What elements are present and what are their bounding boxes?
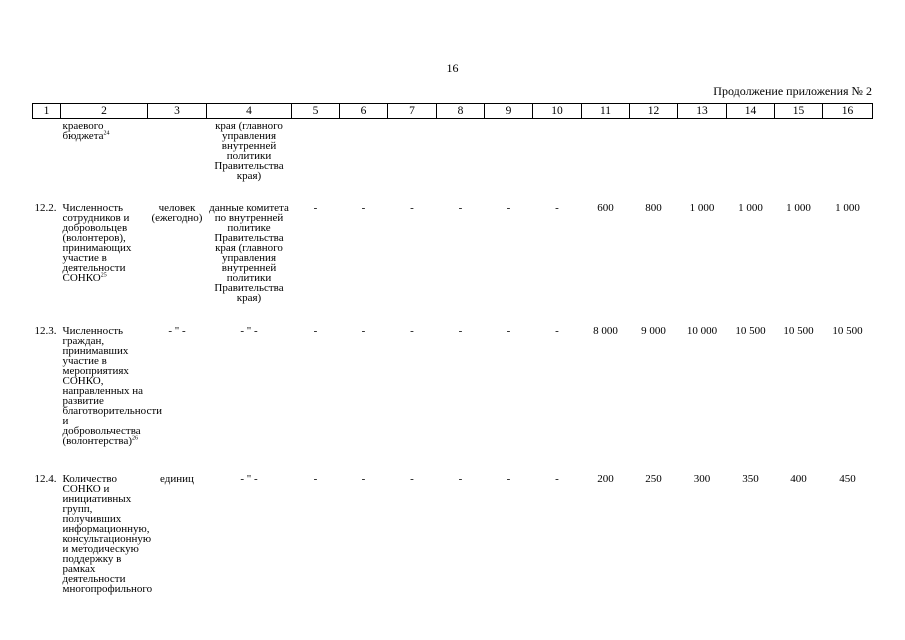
column-header: 4 [207, 104, 292, 119]
indicator-name [61, 323, 163, 471]
table-row-continued [33, 119, 873, 192]
indicator-name [61, 191, 148, 323]
indicator-name-text: Численность сотрудников и добровольцев (волонтеров), принимающих участие в деятельности СОНКО [62, 202, 132, 284]
value-cell: 300 [693, 473, 711, 485]
value-cell: - [361, 202, 366, 214]
value-cell: - [458, 325, 463, 337]
column-header: 11 [582, 104, 630, 119]
header-row [33, 104, 873, 119]
unit-cell: - " - [168, 325, 186, 337]
value-cell: - [313, 473, 318, 485]
value-cell [340, 119, 388, 192]
value-cell [823, 119, 873, 192]
value-cell: 400 [790, 473, 807, 485]
value-cell: - [361, 473, 366, 485]
footnote-ref: 24 [103, 130, 110, 137]
value-cell [485, 119, 533, 192]
column-header: 15 [775, 104, 823, 119]
value-cell: 10 000 [686, 325, 718, 337]
value-cell: - [458, 202, 463, 214]
value-cell: 9 000 [641, 325, 666, 337]
value-cell: - [555, 325, 559, 337]
value-cell [388, 119, 437, 192]
source-cell: края (главного управления внутренней политики Правительства края) [214, 120, 284, 182]
value-cell: - [506, 473, 511, 485]
column-header: 6 [340, 104, 388, 119]
row-number: 12.4. [34, 473, 57, 485]
indicator-name [61, 471, 153, 614]
value-cell [437, 119, 485, 192]
row-number: 12.3. [34, 325, 57, 337]
value-cell: - [410, 202, 414, 214]
source-cell: - " - [240, 473, 258, 485]
footnote-ref: 26 [132, 435, 138, 442]
value-cell [582, 119, 630, 192]
column-header: 12 [630, 104, 678, 119]
row-number: 12.2. [34, 202, 57, 214]
indicator-name-text: краевого бюджета [62, 120, 104, 142]
column-header: 1 [33, 104, 61, 119]
value-cell: - [410, 473, 414, 485]
value-cell: - [458, 473, 463, 485]
column-header: 13 [678, 104, 727, 119]
value-cell: - [313, 202, 318, 214]
value-cell: 8 000 [593, 325, 618, 337]
value-cell: 1 000 [786, 202, 811, 214]
source-cell: - " - [240, 325, 258, 337]
table-row [33, 323, 873, 471]
column-header: 8 [437, 104, 485, 119]
value-cell: 10 500 [735, 325, 766, 337]
value-cell: 200 [597, 473, 614, 485]
value-cell [775, 119, 823, 192]
value-cell: - [506, 325, 511, 337]
value-cell: - [506, 202, 511, 214]
column-header: 9 [485, 104, 533, 119]
value-cell: 1 000 [835, 202, 860, 214]
value-cell: 450 [839, 473, 856, 485]
column-header: 14 [727, 104, 775, 119]
unit-cell: единиц [160, 473, 194, 485]
column-header: 2 [61, 104, 148, 119]
value-cell: 10 500 [832, 325, 863, 337]
value-cell: - [410, 325, 414, 337]
value-cell [292, 119, 340, 192]
data-table [32, 103, 873, 614]
value-cell: - [313, 325, 318, 337]
column-header: 3 [148, 104, 207, 119]
unit-cell [148, 119, 207, 192]
table-row [33, 191, 873, 323]
value-cell: - [361, 325, 366, 337]
table-row [33, 471, 873, 614]
continuation-label: Продолжение приложения № 2 [713, 84, 872, 98]
value-cell [533, 119, 582, 192]
value-cell [727, 119, 775, 192]
row-number [33, 119, 61, 192]
value-cell: 800 [645, 202, 662, 214]
indicator-name-text: Количество СОНКО и инициативных групп, получивших информационную, консультационную и методическую поддержку в рамках деятельности многопрофильного [62, 473, 153, 595]
unit-cell: человек (ежегодно) [151, 202, 203, 224]
value-cell: - [555, 473, 559, 485]
value-cell [678, 119, 727, 192]
source-cell: данные комитета по внутренней политике Правительства края (главного управления внутренней политики Правительства края) [209, 202, 289, 304]
page-number: 16 [446, 61, 459, 75]
value-cell: 600 [597, 202, 614, 214]
column-header: 16 [823, 104, 873, 119]
value-cell: 1 000 [738, 202, 763, 214]
column-header: 10 [533, 104, 582, 119]
value-cell: 10 500 [783, 325, 814, 337]
indicator-name [61, 119, 148, 192]
value-cell: 1 000 [689, 202, 715, 214]
value-cell: 350 [742, 473, 759, 485]
value-cell: - [555, 202, 559, 214]
indicator-name-text: Численность граждан, принимавших участие в мероприятиях СОНКО, направленных на развитие благотворительности и добровольчества (волонтерства) [62, 325, 163, 447]
column-header: 5 [292, 104, 340, 119]
footnote-ref: 25 [100, 272, 107, 279]
value-cell [630, 119, 678, 192]
value-cell: 250 [645, 473, 662, 485]
column-header: 7 [388, 104, 437, 119]
